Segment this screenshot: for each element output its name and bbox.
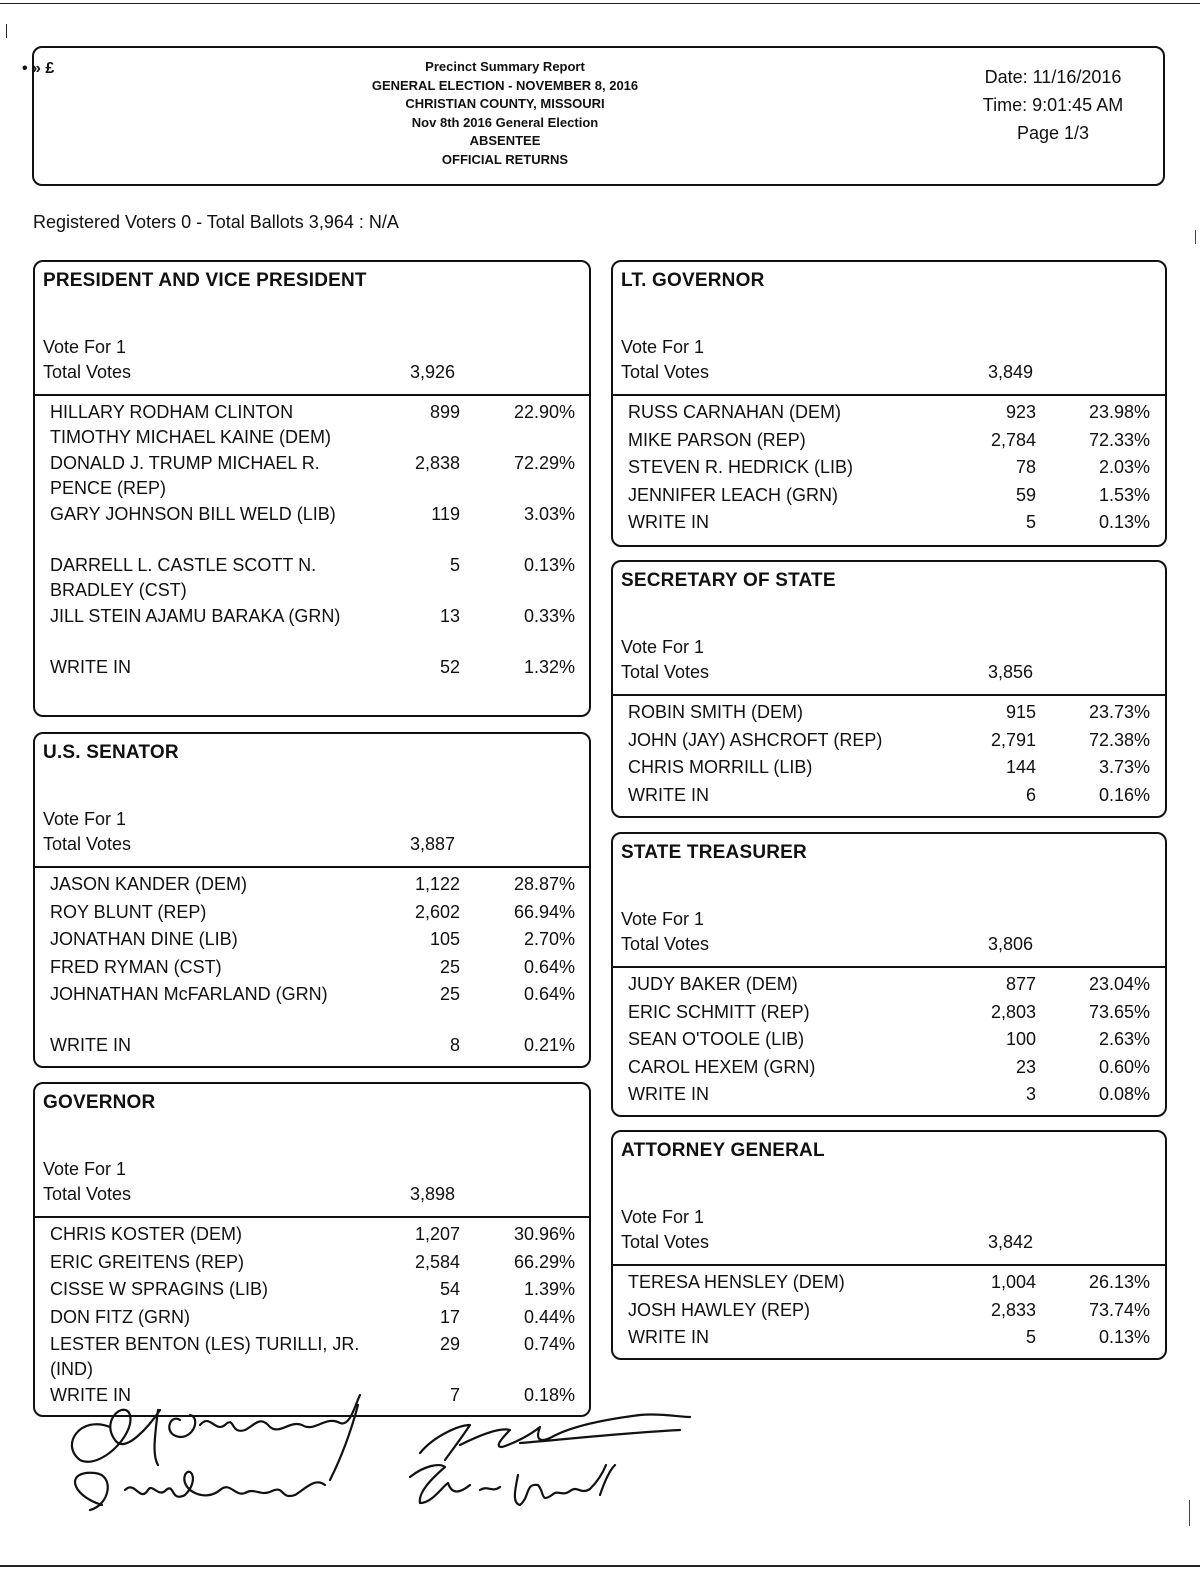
scan-mark [1195, 230, 1196, 244]
candidate-row [35, 1222, 589, 1250]
race-header [35, 1084, 589, 1218]
candidate-percent: 0.18% [523, 1385, 575, 1405]
county-name: CHRISTIAN COUNTY, MISSOURI [405, 96, 605, 111]
candidate-list [613, 696, 1165, 810]
candidate-name: FRED RYMAN (CST) [50, 956, 222, 977]
candidate-name: WRITE IN [628, 1327, 709, 1347]
candidate-row [35, 955, 589, 983]
candidate-percent: 73.65% [1088, 1001, 1150, 1022]
candidate-percent: 30.96% [513, 1224, 575, 1244]
election-label: Nov 8th 2016 General Election [411, 114, 599, 130]
candidate-percent: 0.13% [1098, 512, 1150, 532]
total-votes-label: Total Votes [43, 834, 132, 854]
candidate-name: STEVEN R. HEDRICK (LIB) [628, 457, 854, 477]
candidate-percent: 0.64% [523, 956, 575, 977]
candidate-votes: 8 [449, 1035, 460, 1055]
candidate-row [35, 900, 589, 928]
race-senator [33, 732, 591, 1068]
candidate-row [35, 1332, 589, 1383]
candidate-name: TERESA HENSLEY (DEM) [628, 1272, 845, 1292]
candidate-votes: 52 [439, 657, 460, 677]
candidate-name: JOHNATHAN McFARLAND (GRN) [50, 984, 328, 1004]
candidate-percent: 66.94% [513, 901, 575, 922]
election-name: GENERAL ELECTION - NOVEMBER 8, 2016 [371, 77, 639, 93]
candidate-name: CHRIS KOSTER (DEM) [50, 1224, 243, 1244]
report-meta [953, 63, 1153, 147]
candidate-name: DON FITZ (GRN) [50, 1306, 190, 1327]
candidate-votes: 1,004 [990, 1272, 1036, 1292]
race-header [613, 262, 1165, 396]
candidate-votes: 23 [1015, 1056, 1036, 1077]
report-header [22, 46, 1165, 186]
candidate-name: WRITE IN [628, 512, 709, 532]
race-title: STATE TREASURER [621, 842, 807, 863]
report-title: Precinct Summary Report [425, 59, 585, 74]
report-time: Time: 9:01:45 AM [982, 95, 1124, 115]
candidate-name: JOSH HAWLEY (REP) [628, 1299, 811, 1320]
candidate-percent: 0.44% [523, 1306, 575, 1327]
candidate-votes: 1,122 [414, 874, 460, 894]
candidate-name: JOHN (JAY) ASHCROFT (REP) [628, 729, 883, 750]
candidate-name: DONALD J. TRUMP MICHAEL R. PENCE (REP) [50, 453, 320, 498]
candidate-row [613, 783, 1165, 811]
candidate-percent: 0.21% [523, 1035, 575, 1055]
race-president [33, 260, 591, 717]
candidate-votes: 899 [429, 402, 460, 422]
candidate-name: JUDY BAKER (DEM) [628, 974, 798, 994]
candidate-row [35, 1250, 589, 1278]
scan-edge-top [0, 3, 1200, 4]
candidate-name: ROBIN SMITH (DEM) [628, 702, 803, 722]
candidate-row [35, 872, 589, 900]
candidate-list [613, 396, 1165, 538]
vote-for-label: Vote For 1 [43, 1159, 127, 1179]
candidate-votes: 29 [439, 1334, 460, 1354]
candidate-name: CHRIS MORRILL (LIB) [628, 757, 813, 777]
candidate-name: ROY BLUNT (REP) [50, 901, 207, 922]
candidate-row [613, 1298, 1165, 1326]
candidate-list [35, 396, 589, 683]
candidate-votes: 915 [1005, 702, 1036, 722]
candidate-name: ERIC SCHMITT (REP) [628, 1001, 810, 1022]
candidate-percent: 72.38% [1088, 729, 1150, 750]
candidate-votes: 5 [1025, 512, 1036, 532]
total-votes-label: Total Votes [43, 362, 132, 382]
candidate-name: WRITE IN [628, 1084, 709, 1104]
candidate-percent: 23.98% [1088, 402, 1150, 422]
ballot-type: ABSENTEE [469, 133, 541, 148]
race-title: SECRETARY OF STATE [621, 570, 836, 591]
candidate-name: SEAN O'TOOLE (LIB) [628, 1029, 805, 1049]
candidate-row [613, 1055, 1165, 1083]
total-votes-label: Total Votes [43, 1184, 132, 1204]
race-governor [33, 1082, 591, 1417]
candidate-row [35, 1277, 589, 1305]
handwritten-mark: • » £ [22, 60, 55, 77]
candidate-votes: 78 [1015, 457, 1036, 477]
candidate-percent: 0.13% [1098, 1327, 1150, 1347]
candidate-row [613, 510, 1165, 538]
candidate-votes: 17 [439, 1306, 460, 1327]
race-lt-governor [611, 260, 1167, 547]
candidate-votes: 13 [439, 606, 460, 626]
race-header [613, 834, 1165, 968]
candidate-percent: 72.33% [1088, 429, 1150, 450]
total-votes-label: Total Votes [621, 934, 710, 954]
candidate-votes: 5 [449, 555, 460, 575]
report-title-block [334, 58, 676, 169]
candidate-name: JASON KANDER (DEM) [50, 874, 248, 894]
candidate-row [613, 1270, 1165, 1298]
race-header [613, 1132, 1165, 1266]
candidate-votes: 100 [1005, 1029, 1036, 1049]
candidate-row [613, 728, 1165, 756]
race-header [613, 562, 1165, 696]
race-attorney [611, 1130, 1167, 1360]
candidate-name: JILL STEIN AJAMU BARAKA (GRN) [50, 606, 341, 626]
total-votes-value: 3,856 [987, 662, 1033, 682]
total-votes-label: Total Votes [621, 1232, 710, 1252]
candidate-votes: 2,602 [414, 901, 460, 922]
candidate-percent: 0.13% [523, 555, 575, 575]
candidate-votes: 2,803 [990, 1001, 1036, 1022]
candidate-votes: 877 [1005, 974, 1036, 994]
total-votes-label: Total Votes [621, 362, 710, 382]
candidate-percent: 2.63% [1098, 1029, 1150, 1049]
candidate-row [613, 400, 1165, 428]
candidate-name: CAROL HEXEM (GRN) [628, 1056, 816, 1077]
candidate-percent: 0.64% [523, 984, 575, 1004]
candidate-votes: 25 [439, 956, 460, 977]
candidate-row [35, 604, 589, 655]
race-title: LT. GOVERNOR [621, 270, 765, 291]
candidate-votes: 7 [449, 1385, 460, 1405]
candidate-name: WRITE IN [50, 1385, 131, 1405]
page-number: Page 1/3 [1016, 123, 1090, 143]
candidate-votes: 3 [1025, 1084, 1036, 1104]
race-title: PRESIDENT AND VICE PRESIDENT [43, 270, 367, 291]
candidate-row [613, 428, 1165, 456]
candidate-name: MIKE PARSON (REP) [628, 429, 806, 450]
vote-for-label: Vote For 1 [43, 809, 127, 829]
candidate-percent: 26.13% [1088, 1272, 1150, 1292]
candidate-name: CISSE W SPRAGINS (LIB) [50, 1279, 269, 1299]
total-votes-label: Total Votes [621, 662, 710, 682]
candidate-name: LESTER BENTON (LES) TURILLI, JR. (IND) [50, 1334, 360, 1379]
candidate-percent: 2.70% [523, 929, 575, 949]
total-votes-value: 3,898 [409, 1184, 455, 1204]
candidate-name: HILLARY RODHAM CLINTON TIMOTHY MICHAEL KAINE (DEM) [50, 402, 332, 447]
candidate-votes: 1,207 [414, 1224, 460, 1244]
candidate-votes: 5 [1025, 1327, 1036, 1347]
total-votes-value: 3,926 [409, 362, 455, 382]
candidate-percent: 22.90% [513, 402, 575, 422]
candidate-percent: 1.39% [523, 1279, 575, 1299]
vote-for-label: Vote For 1 [621, 337, 705, 357]
candidate-percent: 3.73% [1098, 757, 1150, 777]
candidate-votes: 2,791 [990, 729, 1036, 750]
candidate-list [613, 1266, 1165, 1353]
vote-for-label: Vote For 1 [621, 1207, 705, 1227]
candidate-percent: 1.32% [523, 657, 575, 677]
scan-mark [1189, 1500, 1190, 1526]
candidate-votes: 2,833 [990, 1299, 1036, 1320]
race-title: U.S. SENATOR [43, 742, 179, 763]
total-votes-value: 3,842 [987, 1232, 1033, 1252]
candidate-percent: 73.74% [1088, 1299, 1150, 1320]
return-status: OFFICIAL RETURNS [441, 151, 569, 167]
candidate-row [613, 1027, 1165, 1055]
candidate-votes: 25 [439, 984, 460, 1004]
total-votes-value: 3,849 [987, 362, 1033, 382]
registered-voters-line: Registered Voters 0 - Total Ballots 3,964 : N/A [33, 212, 399, 232]
scan-edge-bottom [0, 1565, 1200, 1567]
candidate-percent: 23.04% [1088, 974, 1150, 994]
candidate-list [613, 968, 1165, 1110]
race-header [35, 262, 589, 396]
candidate-percent: 0.60% [1098, 1056, 1150, 1077]
candidate-percent: 0.74% [523, 1334, 575, 1354]
candidate-votes: 2,584 [414, 1251, 460, 1272]
candidate-votes: 6 [1025, 784, 1036, 805]
candidate-row [613, 700, 1165, 728]
candidate-row [613, 1082, 1165, 1110]
candidate-name: JENNIFER LEACH (GRN) [628, 484, 839, 505]
candidate-votes: 54 [439, 1279, 460, 1299]
candidate-votes: 119 [431, 504, 460, 524]
candidate-percent: 0.08% [1098, 1084, 1150, 1104]
candidate-name: RUSS CARNAHAN (DEM) [628, 402, 842, 422]
signature-2 [410, 1414, 690, 1505]
candidate-percent: 28.87% [513, 874, 575, 894]
race-treasurer [611, 832, 1167, 1117]
candidate-row [35, 502, 589, 553]
candidate-row [35, 400, 589, 451]
total-votes-value: 3,887 [409, 834, 455, 854]
candidate-percent: 3.03% [523, 504, 575, 524]
total-votes-value: 3,806 [987, 934, 1033, 954]
candidate-percent: 23.73% [1088, 702, 1150, 722]
candidate-percent: 1.53% [1098, 484, 1150, 505]
candidate-name: WRITE IN [628, 784, 709, 805]
candidate-row [613, 483, 1165, 511]
candidate-percent: 72.29% [513, 453, 575, 473]
candidate-name: DARRELL L. CASTLE SCOTT N. BRADLEY (CST) [50, 555, 317, 600]
candidate-percent: 2.03% [1098, 457, 1150, 477]
candidate-row [35, 1305, 589, 1333]
candidate-name: ERIC GREITENS (REP) [50, 1251, 245, 1272]
candidate-row [35, 553, 589, 604]
race-secretary [611, 560, 1167, 818]
candidate-row [613, 1000, 1165, 1028]
candidate-row [35, 1033, 589, 1061]
candidate-row [35, 655, 589, 683]
candidate-row [35, 927, 589, 955]
candidate-votes: 923 [1005, 402, 1036, 422]
candidate-name: JONATHAN DINE (LIB) [50, 929, 238, 949]
race-header [35, 734, 589, 868]
candidate-votes: 2,838 [414, 453, 460, 473]
signature-1 [72, 1395, 360, 1510]
candidate-list [35, 868, 589, 1061]
candidate-row [613, 755, 1165, 783]
candidate-name: WRITE IN [50, 657, 131, 677]
race-title: ATTORNEY GENERAL [621, 1140, 825, 1161]
vote-for-label: Vote For 1 [43, 337, 127, 357]
candidate-votes: 59 [1015, 484, 1036, 505]
candidate-percent: 0.33% [523, 606, 575, 626]
vote-for-label: Vote For 1 [621, 637, 705, 657]
scan-mark [6, 24, 7, 38]
candidate-row [613, 455, 1165, 483]
vote-for-label: Vote For 1 [621, 909, 705, 929]
candidate-name: GARY JOHNSON BILL WELD (LIB) [50, 504, 336, 524]
signatures [40, 1385, 720, 1525]
candidate-votes: 105 [429, 929, 460, 949]
candidate-percent: 66.29% [513, 1251, 575, 1272]
candidate-list [35, 1218, 589, 1411]
candidate-percent: 0.16% [1098, 784, 1150, 805]
race-title: GOVERNOR [43, 1092, 156, 1113]
candidate-row [35, 451, 589, 502]
candidate-votes: 2,784 [990, 429, 1036, 450]
candidate-row [35, 982, 589, 1033]
candidate-row [613, 1325, 1165, 1353]
candidate-row [613, 972, 1165, 1000]
candidate-name: WRITE IN [50, 1035, 131, 1055]
candidate-votes: 144 [1005, 757, 1036, 777]
report-date: Date: 11/16/2016 [984, 67, 1122, 87]
